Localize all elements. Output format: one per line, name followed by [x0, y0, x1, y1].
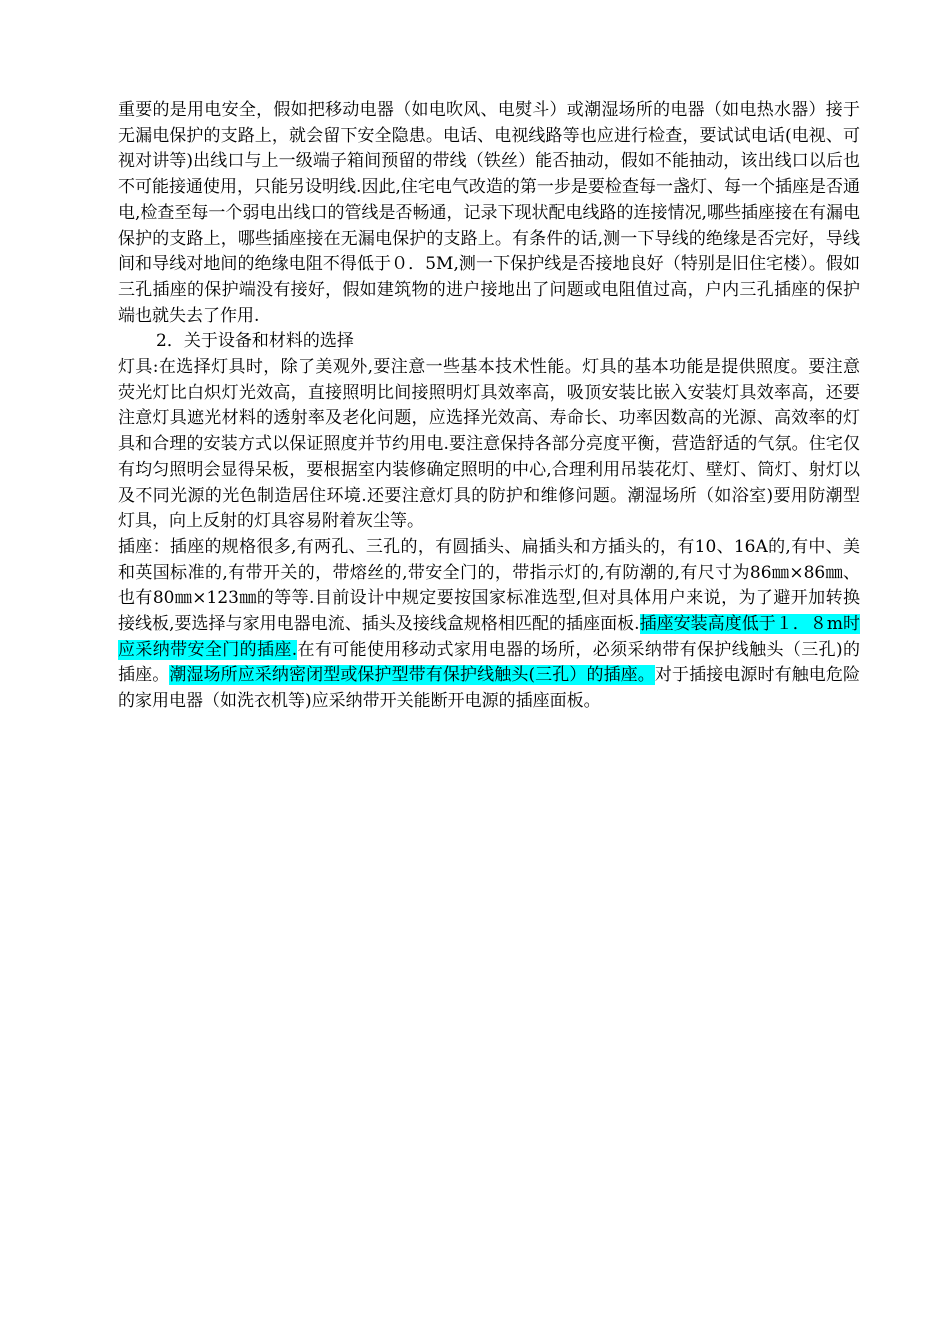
highlight-safety-door-socket: 插座安装高度低于１．８m时应采纳带安全门的插座.	[118, 614, 860, 660]
sockets-text-1: 插座：插座的规格很多,有两孔、三孔的，有圆插头、扁插头和方插头的，有10、16A的,有中、美和英国标准的,有带开关的，带熔丝的,带安全门的，带指示灯的,有防潮的,有尺寸为86㎜×86㎜、也有80㎜×123㎜的等等.目前设计中规定要按国家标准选型,但对具体用户来说，为了避开加转换接线板,要选择与家用电器电流、插头及接线盒规格相匹配的插座面板.	[118, 536, 860, 635]
sockets-text-2: 在有可能使用移动式家用电器的场所，必须采纳带有保护线触头（三孔)的插座。	[118, 639, 860, 686]
sockets-text-3: 对于插接电源时有触电危险的家用电器（如洗衣机等)应采纳带开关能断开电源的插座面板。	[118, 665, 861, 712]
paragraph-lamps: 灯具:在选择灯具时，除了美观外,要注意一些基本技术性能。灯具的基本功能是提供照度。要注意荧光灯比白炽灯光效高，直接照明比间接照明灯具效率高，吸顶安装比嵌入安装灯具效率高，还要注意灯具遮光材料的透射率及老化问题，应选择光效高、寿命长、功率因数高的光源、高效率的灯具和合理的安装方式以保证照度并节约用电.要注意保持各部分亮度平衡，营造舒适的气氛。住宅仅有均匀照明会显得呆板，要根据室内装修确定照明的中心,合理利用吊装花灯、壁灯、筒灯、射灯以及不同光源的光色制造居住环境.还要注意灯具的防护和维修问题。潮湿场所（如浴室)要用防潮型灯具，向上反射的灯具容易附着灰尘等。	[118, 357, 860, 532]
document-page	[118, 98, 860, 715]
section-heading-equipment-selection: 2．关于设备和材料的选择	[156, 331, 354, 352]
paragraph-electrical-safety: 重要的是用电安全，假如把移动电器（如电吹风、电熨斗）或潮湿场所的电器（如电热水器）接于无漏电保护的支路上，就会留下安全隐患。电话、电视线路等也应进行检查，要试试电话(电视、可视对讲等)出线口与上一级端子箱间预留的带线（铁丝）能否抽动，假如不能抽动，该出线口以后也不可能接通使用，只能另设明线.因此,住宅电气改造的第一步是要检查每一盏灯、每一个插座是否通电,检查至每一个弱电出线口的管线是否畅通，记录下现状配电线路的连接情况,哪些插座接在有漏电保护的支路上，哪些插座接在无漏电保护的支路上。有条件的话,测一下导线的绝缘是否完好，导线间和导线对地间的绝缘电阻不得低于０．5M,测一下保护线是否接地良好（特别是旧住宅楼）。假如三孔插座的保护端没有接好，假如建筑物的进户接地出了问题或电阻值过高，户内三孔插座的保护端也就失去了作用.	[118, 100, 860, 326]
highlight-sealed-socket: 潮湿场所应采纳密闭型或保护型带有保护线触头(三孔）的插座。	[169, 665, 655, 686]
paragraph-sockets	[118, 535, 860, 715]
